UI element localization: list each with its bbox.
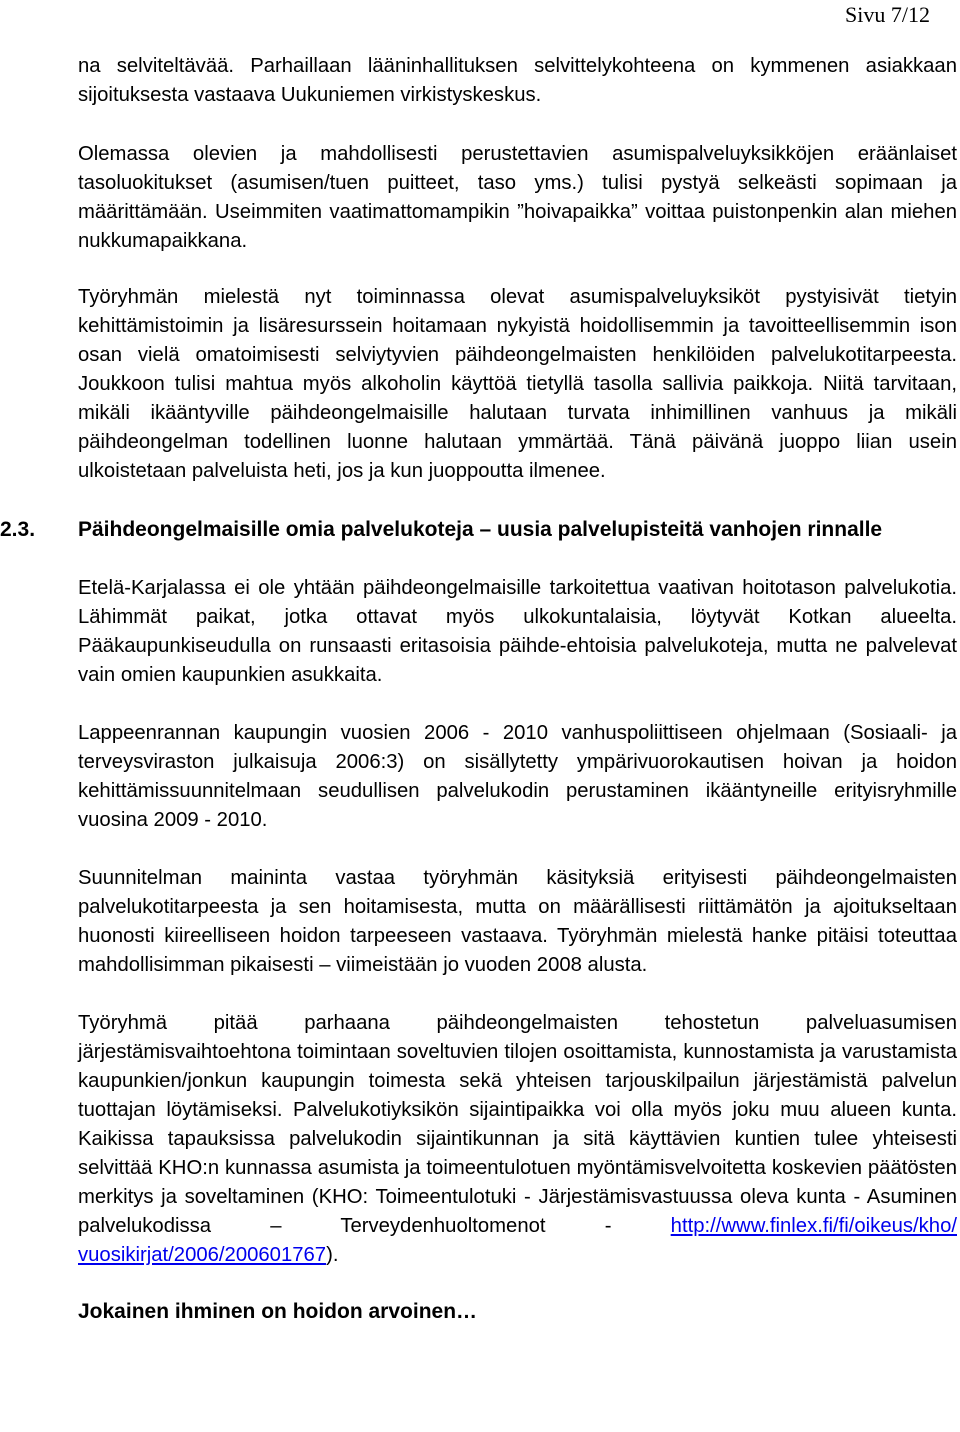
- paragraph: [78, 1009, 957, 1270]
- paragraph: Etelä-Karjalassa ei ole yhtään päihdeongelmaisille tarkoitettua vaativan hoitotason palvelukotia. Lähimmät paikat, jotka ottavat myös ulkokuntalaisia, löytyvät Kotkan alueelta. Pääkaupunkiseudulla on runsaasti eritasoisia päihde-ehtoisia palvelukoteja, mutta ne palvelevat vain omien kaupunkien asukkaita.: [78, 577, 957, 686]
- paragraph: Suunnitelman maininta vastaa työryhmän käsityksiä erityisesti päihdeongelmaisten palvelukotitarpeesta ja sen hoitamisesta, mutta on määrällisesti riittämätön ja ajoitukseltaan huonosti kiireelliseen hoidon tarpeeseen vastaava. Työryhmän mielestä hanke pitäisi toteuttaa mahdollisimman pikaisesti – viimeistään jo vuoden 2008 alusta.: [78, 867, 957, 976]
- paragraph: Olemassa olevien ja mahdollisesti perustettavien asumispalveluyksikköjen eräänlaiset tasoluokitukset (asumisen/tuen puitteet, taso yms.) tulisi pystyä selkeästi sopimaan ja määrittämään. Useimmiten vaatimattomampikin ”hoivapaikka” voittaa puistonpenkin alan miehen nukkumapaikkana.: [78, 143, 957, 252]
- paragraph: na selviteltävää. Parhaillaan lääninhallituksen selvittelykohteena on kymmenen asiakkaan sijoituksesta vastaava Uukuniemen virkistyskeskus.: [78, 55, 957, 106]
- paragraph-suffix: ).: [326, 1244, 339, 1266]
- paragraph-text: Työryhmä pitää parhaana päihdeongelmaisten tehostetun palveluasumisen järjestämisvaihtoehtona toimintaan soveltuvien tilojen osoittamista, kunnostamista ja varustamista kaupunkien/jonkun kaupungin toimesta sekä yhteisen tarjouskilpailun järjestämistä palvelun tuottajan löytämiseksi. Palvelukotiyksikön sijaintipaikka voi olla myös joku muu alueen kunta. Kaikissa tapauksissa palvelukodin sijaintikunnan ja sitä käyttävien kuntien tulee yhteisesti selvittää KHO:n kunnassa asumista ja toimeentulotuen myöntämisvelvoitetta koskevien päätösten merkitys ja soveltaminen (KHO: Toimeentulotuki - Järjestämisvastuussa oleva kunta - Asuminen palvelukodissa – Terveydenhuoltomenot -: [78, 1012, 957, 1237]
- closing-statement: Jokainen ihminen on hoidon arvoinen…: [78, 1300, 478, 1323]
- section-heading: [0, 515, 957, 544]
- section-number: 2.3.: [0, 518, 36, 541]
- paragraph: Työryhmän mielestä nyt toiminnassa olevat asumispalveluyksiköt pystyisivät tietyin kehittämistoimin ja lisäresurssein hoitamaan nykyistä hoidollisemmin ja tavoitteellisemmin ison osan vielä omatoimisesti selviytyvien päihdeongelmaisten henkilöiden palvelukotitarpeesta. Joukkoon tulisi mahtua myös alkoholin käyttöä tietyllä tasolla sallivia paikkoja. Niitä tarvitaan, mikäli ikääntyville päihdeongelmaisille halutaan turvata inhimillinen vanhuus ja mikäli päihdeongelman todellinen luonne halutaan ymmärtää. Tänä päivänä juoppo liian usein ulkoistetaan palveluista heti, jos ja kun juoppoutta ilmenee.: [78, 286, 957, 482]
- page-number: Sivu 7/12: [845, 2, 930, 27]
- document-body: [0, 52, 957, 1326]
- finlex-link[interactable]: http://www.finlex.fi/fi/oikeus/kho/ vuosikirjat/2006/200601767: [78, 1215, 957, 1266]
- paragraph: Lappeenrannan kaupungin vuosien 2006 - 2010 vanhuspoliittiseen ohjelmaan (Sosiaali- ja terveysviraston julkaisuja 2006:3) on sisällytetty ympärivuorokautisen hoivan ja hoidon kehittämissuunnitelmaan seudullisen palvelukodin perustaminen ikääntyneille erityisryhmille vuosina 2009 - 2010.: [78, 722, 957, 831]
- section-title: Päihdeongelmaisille omia palvelukoteja – uusia palvelupisteitä vanhojen rinnalle: [78, 518, 883, 541]
